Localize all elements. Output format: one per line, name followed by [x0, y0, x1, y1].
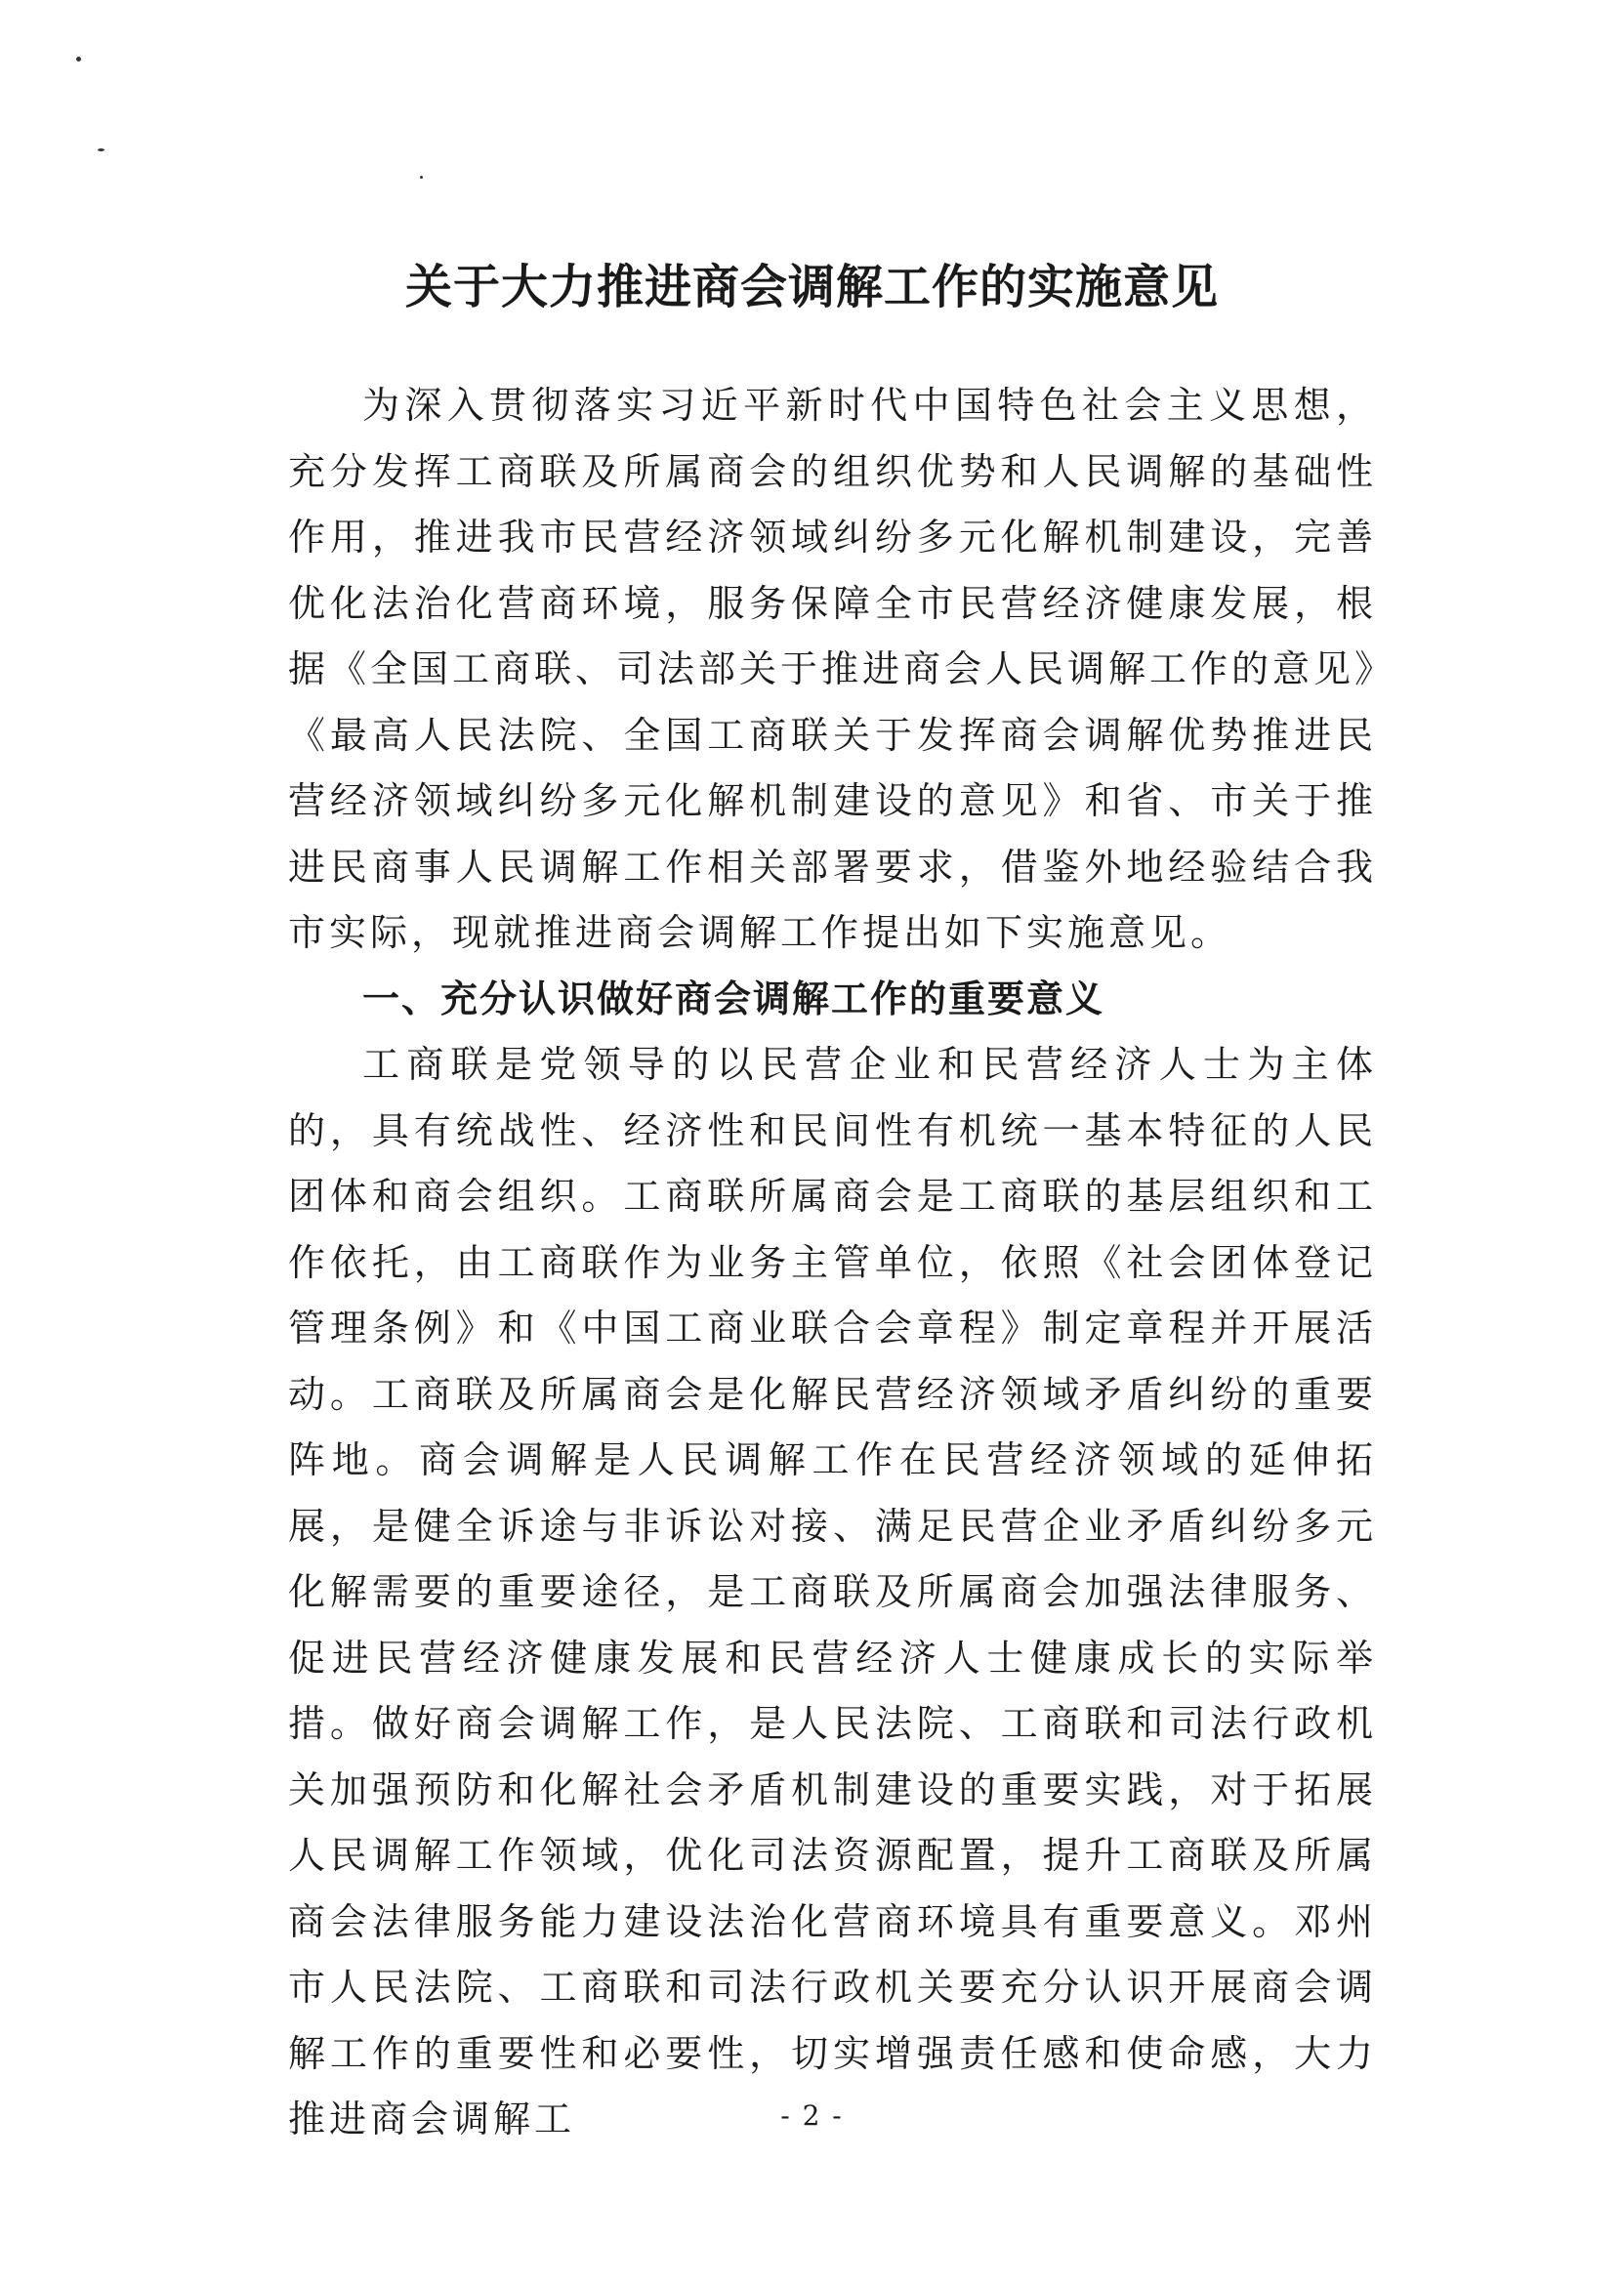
scan-speck — [420, 176, 423, 179]
document-body — [288, 373, 1377, 2153]
document-title: 关于大力推进商会调解工作的实施意见 — [404, 260, 1219, 314]
scan-speck — [98, 148, 104, 151]
page-number: - 2 - — [780, 2099, 844, 2132]
section-1-paragraph: 工商联是党领导的以民营企业和民营经济人士为主体的，具有统战性、经济性和民间性有机统一基本特征的人民团体和商会组织。工商联所属商会是工商联的基层组织和工作依托，由工商联作为业务主管单位，依照《社会团体登记管理条例》和《中国工商业联合会章程》制定章程并开展活动。工商联及所属商会是化解民营经济领域矛盾纠纷的重要阵地。商会调解是人民调解工作在民营经济领域的延伸拓展，是健全诉途与非诉讼对接、满足民营企业矛盾纠纷多元化解需要的重要途径，是工商联及所属商会加强法律服务、促进民营经济健康发展和民营经济人士健康成长的实际举措。做好商会调解工作，是人民法院、工商联和司法行政机关加强预防和化解社会矛盾机制建设的重要实践，对于拓展人民调解工作领域，优化司法资源配置，提升工商联及所属商会法律服务能力建设法治化营商环境具有重要意义。邓州市人民法院、工商联和司法行政机关要充分认识开展商会调解工作的重要性和必要性，切实增强责任感和使命感，大力推进商会调解工 — [288, 1043, 1377, 2140]
section-1-heading: 一、充分认识做好商会调解工作的重要意义 — [362, 976, 1105, 1020]
scan-speck — [76, 57, 81, 62]
intro-paragraph: 为深入贯彻落实习近平新时代中国特色社会主义思想，充分发挥工商联及所属商会的组织优势和人民调解的基础性作用，推进我市民营经济领域纠纷多元化解机制建设，完善优化法治化营商环境，服务保障全市民营经济健康发展，根据《全国工商联、司法部关于推进商会人民调解工作的意见》《最高人民法院、全国工商联关于发挥商会调解优势推进民营经济领域纠纷多元化解机制建设的意见》和省、市关于推进民商事人民调解工作相关部署要求，借鉴外地经验结合我市实际，现就推进商会调解工作提出如下实施意见。 — [288, 384, 1378, 954]
